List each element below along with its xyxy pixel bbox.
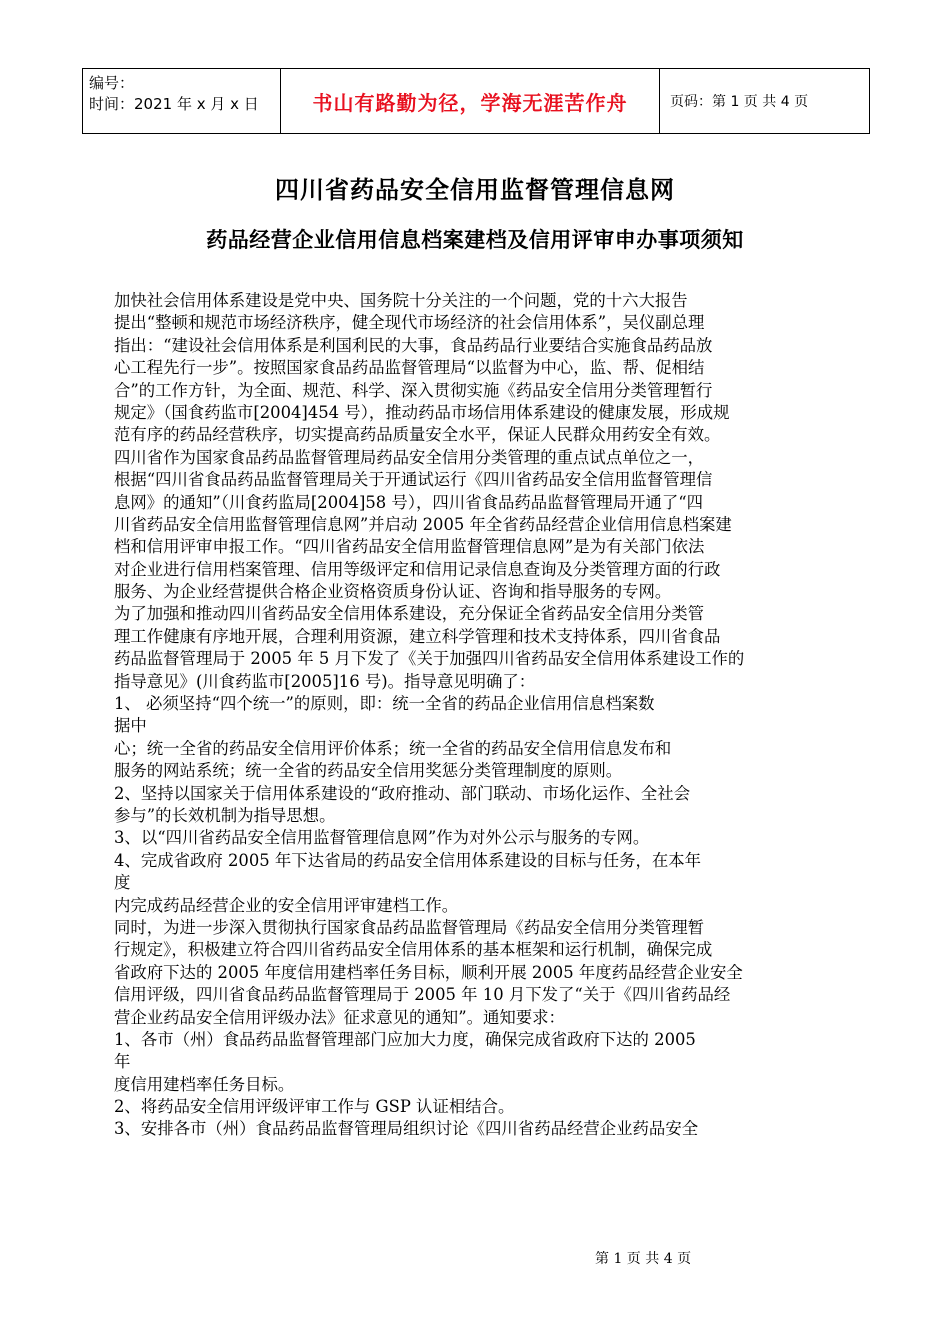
text-line: 3、安排各市（州）食品药品监督管理局组织讨论《四川省药品经营企业药品安全 (114, 1119, 699, 1139)
text-line: 信用评级，四川省食品药品监督管理局于 2005 年 10 月下发了“关于《四川省药品经 (114, 985, 731, 1005)
text-line: 指出：“建设社会信用体系是利国利民的大事，食品药品行业要结合实施食品药品放 (114, 335, 713, 355)
text-line: 指导意见》(川食药监市[2005]16 号)。指导意见明确了： (114, 671, 536, 691)
text-line: 省政府下达的 2005 年度信用建档率任务目标，顺利开展 2005 年度药品经营企业安全 (114, 962, 743, 982)
text-line: 内完成药品经营企业的安全信用评审建档工作。 (114, 895, 459, 915)
motto: 书山有路勤为径，学海无涯苦作舟 (281, 69, 660, 133)
text-line: 心；统一全省的药品安全信用评价体系；统一全省的药品安全信用信息发布和 (114, 738, 672, 758)
text-line: 药品监督管理局于 2005 年 5 月下发了《关于加强四川省药品安全信用体系建设工作的 (114, 649, 745, 669)
text-line: 根据“四川省食品药品监督管理局关于开通试运行《四川省药品安全信用监督管理信 (114, 470, 713, 490)
text-line: 参与”的长效机制为指导思想。 (114, 805, 336, 825)
page-subtitle: 药品经营企业信用信息档案建档及信用评审申办事项须知 (206, 227, 744, 252)
text-line: 服务、为企业经营提供合格企业资格资质身份认证、咨询和指导服务的专网。 (114, 582, 672, 602)
header-meta (83, 69, 281, 133)
time-label: 时间：2021 年 x 月 x 日 (89, 95, 259, 113)
text-line: 1、 必须坚持“四个统一”的原则，即：统一全省的药品企业信用信息档案数 (114, 694, 655, 714)
text-line: 对企业进行信用档案管理、信用等级评定和信用记录信息查询及分类管理方面的行政 (114, 559, 721, 579)
text-line: 据中 (114, 716, 147, 736)
text-line: 理工作健康有序地开展，合理利用资源，建立科学管理和技术支持体系，四川省食品 (114, 626, 721, 646)
text-line: 加快社会信用体系建设是党中央、国务院十分关注的一个问题，党的十六大报告 (114, 291, 688, 310)
text-line: 川省药品安全信用监督管理信息网”并启动 2005 年全省药品经营企业信用信息档案建 (114, 514, 732, 534)
text-line: 4、完成省政府 2005 年下达省局的药品安全信用体系建设的目标与任务，在本年 (114, 850, 702, 870)
page-footer: 第 1 页 共 4 页 (595, 1251, 692, 1267)
text-line: 2、坚持以国家关于信用体系建设的“政府推动、部门联动、市场化运作、全社会 (114, 783, 691, 803)
text-line: 为了加强和推动四川省药品安全信用体系建设，充分保证全省药品安全信用分类管 (114, 604, 705, 624)
page-title: 四川省药品安全信用监督管理信息网 (275, 175, 675, 204)
text-line: 年 (114, 1052, 131, 1072)
text-line: 心工程先行一步”。按照国家食品药品监督管理局“以监督为中心，监、帮、促相结 (114, 358, 705, 378)
text-line: 营企业药品安全信用评级办法》征求意见的通知”。通知要求： (114, 1007, 565, 1027)
text-line: 度 (114, 873, 131, 893)
text-line: 档和信用评审申报工作。“四川省药品安全信用监督管理信息网”是为有关部门依法 (114, 537, 705, 557)
text-line: 1、各市（州）食品药品监督管理部门应加大力度，确保完成省政府下达的 2005 (114, 1029, 696, 1049)
text-line: 度信用建档率任务目标。 (114, 1074, 295, 1094)
number-label: 编号： (89, 74, 135, 92)
text-line: 行规定》，积极建立符合四川省药品安全信用体系的基本框架和运行机制，确保完成 (114, 940, 713, 960)
text-line: 规定》（国食药监市[2004]454 号），推动药品市场信用体系建设的健康发展，形成规 (114, 402, 730, 422)
document-body (114, 290, 846, 1141)
text-line: 同时，为进一步深入贯彻执行国家食品药品监督管理局《药品安全信用分类管理暂 (114, 917, 705, 937)
page-label: 页码：第 1 页 共 4 页 (670, 94, 809, 110)
text-line: 合”的工作方针，为全面、规范、科学、深入贯彻实施《药品安全信用分类管理暂行 (114, 380, 713, 400)
text-line: 2、将药品安全信用评级评审工作与 GSP 认证相结合。 (114, 1097, 515, 1117)
header-table (82, 68, 870, 134)
text-line: 四川省作为国家食品药品监督管理局药品安全信用分类管理的重点试点单位之一， (114, 447, 705, 467)
text-line: 服务的网站系统；统一全省的药品安全信用奖惩分类管理制度的原则。 (114, 761, 623, 781)
text-line: 3、以“四川省药品安全信用监督管理信息网”作为对外公示与服务的专网。 (114, 828, 650, 848)
text-line: 息网》的通知”（川食药监局[2004]58 号），四川省食品药品监督管理局开通了“四 (114, 492, 704, 512)
text-line: 范有序的药品经营秩序，切实提高药品质量安全水平，保证人民群众用药安全有效。 (114, 425, 721, 445)
text-line: 提出“整顿和规范市场经济秩序，健全现代市场经济的社会信用体系”，吴仪副总理 (114, 313, 705, 333)
